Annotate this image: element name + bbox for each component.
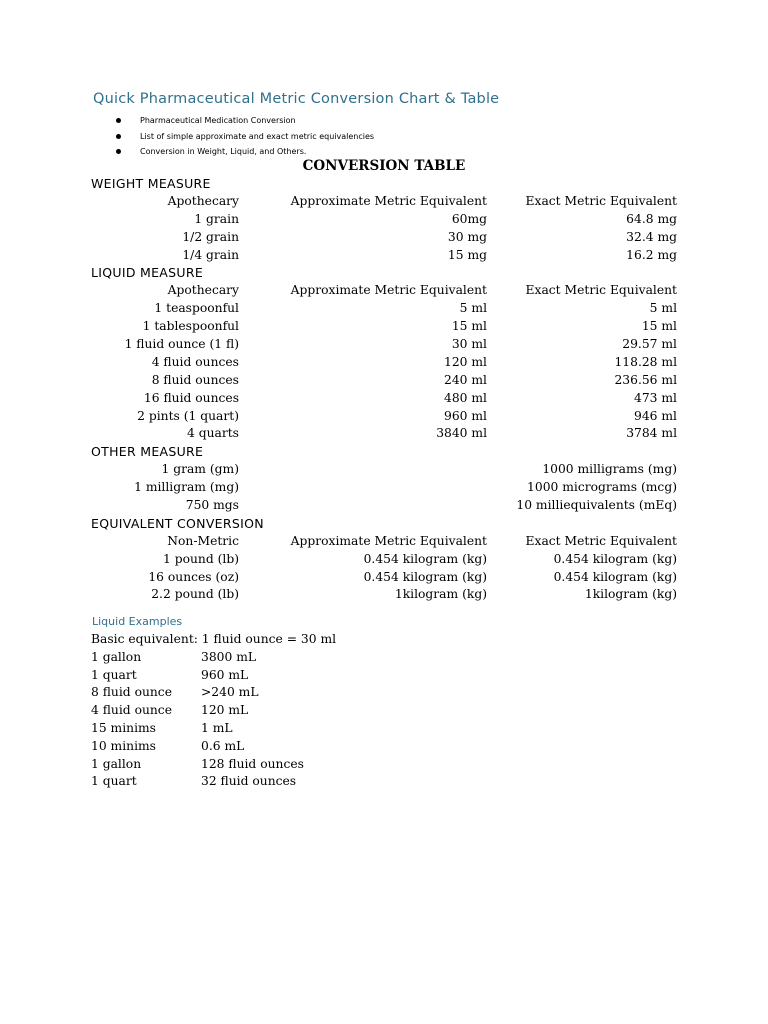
table-cell: 5 ml (649, 301, 677, 316)
section-heading-row (0, 175, 768, 193)
table-cell: 480 ml (444, 390, 487, 405)
list-item: 1 quart 960 mL (91, 667, 249, 682)
section-heading-row (0, 443, 768, 461)
table-cell: 473 ml (634, 390, 677, 405)
column-header: Exact Metric Equivalent (525, 283, 677, 298)
column-header-row (0, 193, 768, 211)
conversion-table-title: CONVERSION TABLE (302, 158, 466, 174)
table-cell: 118.28 ml (614, 354, 677, 369)
table-cell: 8 fluid ounces (151, 372, 239, 387)
bullet-item: List of simple approximate and exact metric equivalencies (116, 129, 374, 145)
table-cell: 1/4 grain (182, 247, 239, 262)
table-cell: 32.4 mg (626, 229, 677, 244)
table-cell: 30 mg (447, 229, 487, 244)
liquid-examples-list (91, 631, 336, 791)
table-row (0, 497, 768, 515)
column-header: Approximate Metric Equivalent (290, 193, 487, 208)
list-item: 15 minims 1 mL (91, 720, 233, 735)
section-heading-row (0, 515, 768, 533)
table-cell: 240 ml (444, 372, 487, 387)
column-header-row (0, 533, 768, 551)
bullet-dot-icon (116, 134, 121, 139)
table-row (0, 586, 768, 604)
table-row (0, 247, 768, 265)
weight-heading: WEIGHT MEASURE (91, 176, 211, 191)
table-row (0, 408, 768, 426)
table-cell: 16.2 mg (626, 247, 677, 262)
table-row (0, 425, 768, 443)
table-cell: 0.454 kilogram (kg) (363, 551, 487, 566)
table-cell: 1 pound (lb) (162, 551, 239, 566)
column-header: Non-Metric (167, 533, 239, 548)
column-header: Approximate Metric Equivalent (290, 283, 487, 298)
table-row (0, 300, 768, 318)
table-row (0, 336, 768, 354)
column-header: Exact Metric Equivalent (525, 193, 677, 208)
section-heading-row (0, 264, 768, 282)
table-row (0, 390, 768, 408)
bullet-dot-icon (116, 118, 121, 123)
table-cell: 0.454 kilogram (kg) (553, 551, 677, 566)
table-cell: 2 pints (1 quart) (137, 408, 239, 423)
table-cell: 3840 ml (436, 426, 487, 441)
table-row (0, 479, 768, 497)
table-row (0, 318, 768, 336)
table-cell: 0.454 kilogram (kg) (363, 569, 487, 584)
list-item: 1 quart 32 fluid ounces (91, 774, 297, 789)
list-item: 10 minims 0.6 mL (91, 738, 245, 753)
table-cell: 960 ml (444, 408, 487, 423)
table-row (0, 372, 768, 390)
column-header: Apothecary (167, 193, 239, 208)
list-item: 1 gallon 3800 mL (91, 649, 257, 664)
table-cell: 1kilogram (kg) (394, 587, 487, 602)
column-header-row (0, 282, 768, 300)
table-cell: 5 ml (459, 301, 487, 316)
table-cell: 1 fluid ounce (1 fl) (124, 337, 239, 352)
conversion-table (0, 175, 768, 604)
bullet-item: Conversion in Weight, Liquid, and Others. (116, 144, 374, 160)
basic-equivalent-line: Basic equivalent: 1 fluid ounce = 30 ml (91, 632, 337, 646)
table-cell: 15 ml (451, 319, 487, 334)
table-cell: 1 grain (194, 211, 239, 226)
table-cell: 10 milliequivalents (mEq) (516, 498, 677, 513)
table-cell: 1/2 grain (182, 229, 239, 244)
table-cell: 0.454 kilogram (kg) (553, 569, 677, 584)
table-cell: 4 quarts (187, 426, 239, 441)
table-cell: 3784 ml (626, 426, 677, 441)
table-row (0, 461, 768, 479)
table-row (0, 354, 768, 372)
table-cell: 29.57 ml (622, 337, 677, 352)
table-row (0, 211, 768, 229)
table-cell: 750 mgs (185, 498, 239, 513)
table-cell: 1000 micrograms (mcg) (527, 480, 677, 495)
table-cell: 1kilogram (kg) (584, 587, 677, 602)
table-cell: 64.8 mg (626, 211, 677, 226)
equivalent-heading: EQUIVALENT CONVERSION (91, 515, 264, 531)
liquid-examples-title: Liquid Examples (92, 615, 183, 628)
list-item: 8 fluid ounce >240 mL (91, 685, 259, 700)
table-cell: 1 milligram (mg) (134, 480, 239, 495)
column-header: Apothecary (167, 283, 239, 298)
column-header: Approximate Metric Equivalent (290, 533, 487, 548)
table-row (0, 569, 768, 587)
bullet-list (116, 113, 374, 160)
table-cell: 1 tablespoonful (142, 319, 239, 334)
table-cell: 15 mg (447, 247, 487, 262)
table-cell: 236.56 ml (614, 372, 677, 387)
table-cell: 16 fluid ounces (143, 390, 239, 405)
table-cell: 946 ml (634, 408, 677, 423)
table-cell: 15 ml (641, 319, 677, 334)
table-row (0, 551, 768, 569)
document-title: Quick Pharmaceutical Metric Conversion Chart & Table (93, 91, 500, 107)
list-item: 4 fluid ounce 120 mL (91, 703, 249, 718)
bullet-item: Pharmaceutical Medication Conversion (116, 113, 374, 129)
table-cell: 16 ounces (oz) (148, 569, 239, 584)
bullet-dot-icon (116, 149, 121, 154)
table-cell: 1000 milligrams (mg) (542, 462, 677, 477)
table-cell: 60mg (451, 211, 487, 226)
column-header: Exact Metric Equivalent (525, 533, 677, 548)
table-cell: 1 gram (gm) (161, 462, 239, 477)
table-cell: 4 fluid ounces (151, 354, 239, 369)
table-row (0, 229, 768, 247)
table-cell: 30 ml (451, 337, 487, 352)
table-cell: 2.2 pound (lb) (151, 587, 239, 602)
list-item: 1 gallon 128 fluid ounces (91, 756, 304, 771)
liquid-heading: LIQUID MEASURE (91, 265, 204, 281)
table-cell: 120 ml (444, 354, 487, 369)
other-heading: OTHER MEASURE (91, 444, 204, 460)
table-cell: 1 teaspoonful (154, 301, 239, 316)
